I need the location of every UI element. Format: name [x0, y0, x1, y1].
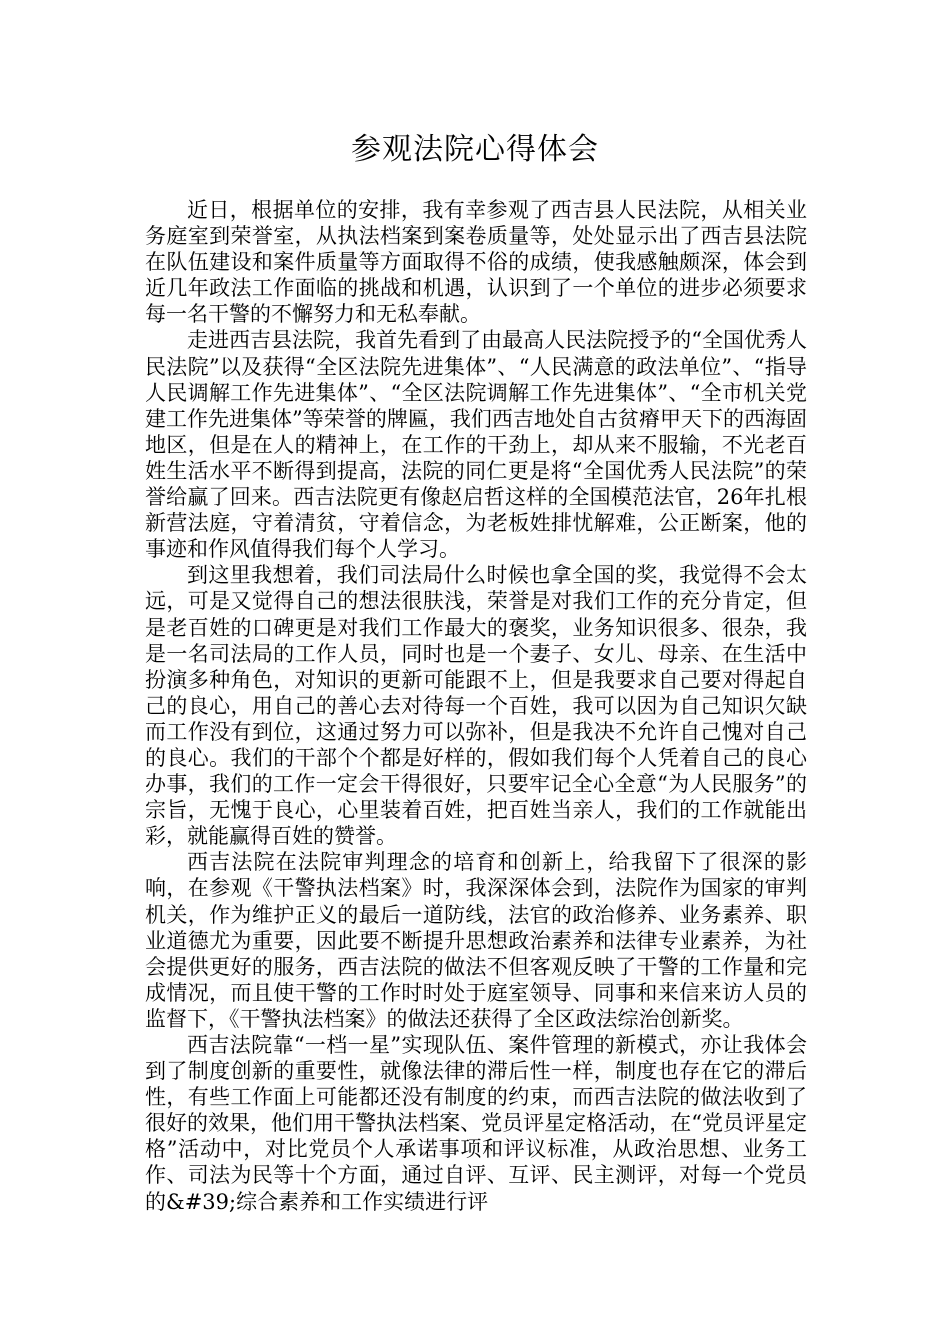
- paragraph: 近日，根据单位的安排，我有幸参观了西吉县人民法院，从相关业务庭室到荣誉室，从执法档案到案卷质量等，处处显示出了西吉县法院在队伍建设和案件质量等方面取得不俗的成绩，使我感触颇深，体会到近几年政法工作面临的挑战和机遇，认识到了一个单位的进步必须要求每一名干警的不懈努力和无私奉献。: [145, 198, 807, 327]
- paragraph: 走进西吉县法院，我首先看到了由最高人民法院授予的“全国优秀人民法院”以及获得“全区法院先进集体”、“人民满意的政法单位”、“指导人民调解工作先进集体”、“全区法院调解工作先进集体”、“全市机关党建工作先进集体”等荣誉的牌匾，我们西吉地处自古贫瘠甲天下的西海固地区，但是在人的精神上，在工作的干劲上，却从来不服输，不光老百姓生活水平不断得到提高，法院的同仁更是将“全国优秀人民法院”的荣誉给赢了回来。西吉法院更有像赵启哲这样的全国模范法官，26年扎根新营法庭，守着清贫，守着信念，为老板姓排忧解难，公正断案，他的事迹和作风值得我们每个人学习。: [145, 328, 807, 562]
- document-body: [145, 197, 807, 1215]
- paragraph: 西吉法院靠“一档一星”实现队伍、案件管理的新模式，亦让我体会到了制度创新的重要性，就像法律的滞后性一样，制度也存在它的滞后性，有些工作面上可能都还没有制度的约束，而西吉法院的做法收到了很好的效果，他们用干警执法档案、党员评星定格活动，在“党员评星定格”活动中，对比党员个人承诺事项和评议标准，从政治思想、业务工作、司法为民等十个方面，通过自评、互评、民主测评，对每一个党员的&#39;综合素养和工作实绩进行评: [145, 1033, 807, 1214]
- paragraph: 西吉法院在法院审判理念的培育和创新上，给我留下了很深的影响，在参观《干警执法档案》时，我深深体会到，法院作为国家的审判机关，作为维护正义的最后一道防线，法官的政治修养、业务素养、职业道德尤为重要，因此要不断提升思想政治素养和法律专业素养，为社会提供更好的服务，西吉法院的做法不但客观反映了干警的工作量和完成情况，而且使干警的工作时时处于庭室领导、同事和来信来访人员的监督下，《干警执法档案》的做法还获得了全区政法综治创新奖。: [145, 850, 807, 1031]
- document-title: 参观法院心得体会: [351, 132, 599, 167]
- paragraph: 到这里我想着，我们司法局什么时候也拿全国的奖，我觉得不会太远，可是又觉得自己的想法很肤浅，荣誉是对我们工作的充分肯定，但是老百姓的口碑更是对我们工作最大的褒奖，业务知识很多、很杂，我是一名司法局的工作人员，同时也是一个妻子、女儿、母亲、在生活中扮演多种角色，对知识的更新可能跟不上，但是我要求自己要对得起自己的良心，用自己的善心去对待每一个百姓，我可以因为自己知识欠缺而工作没有到位，这通过努力可以弥补，但是我决不允许自己愧对自己的良心。我们的干部个个都是好样的，假如我们每个人凭着自己的良心办事，我们的工作一定会干得很好，只要牢记全心全意“为人民服务”的宗旨，无愧于良心，心里装着百姓，把百姓当亲人，我们的工作就能出彩，就能赢得百姓的赞誉。: [145, 563, 807, 849]
